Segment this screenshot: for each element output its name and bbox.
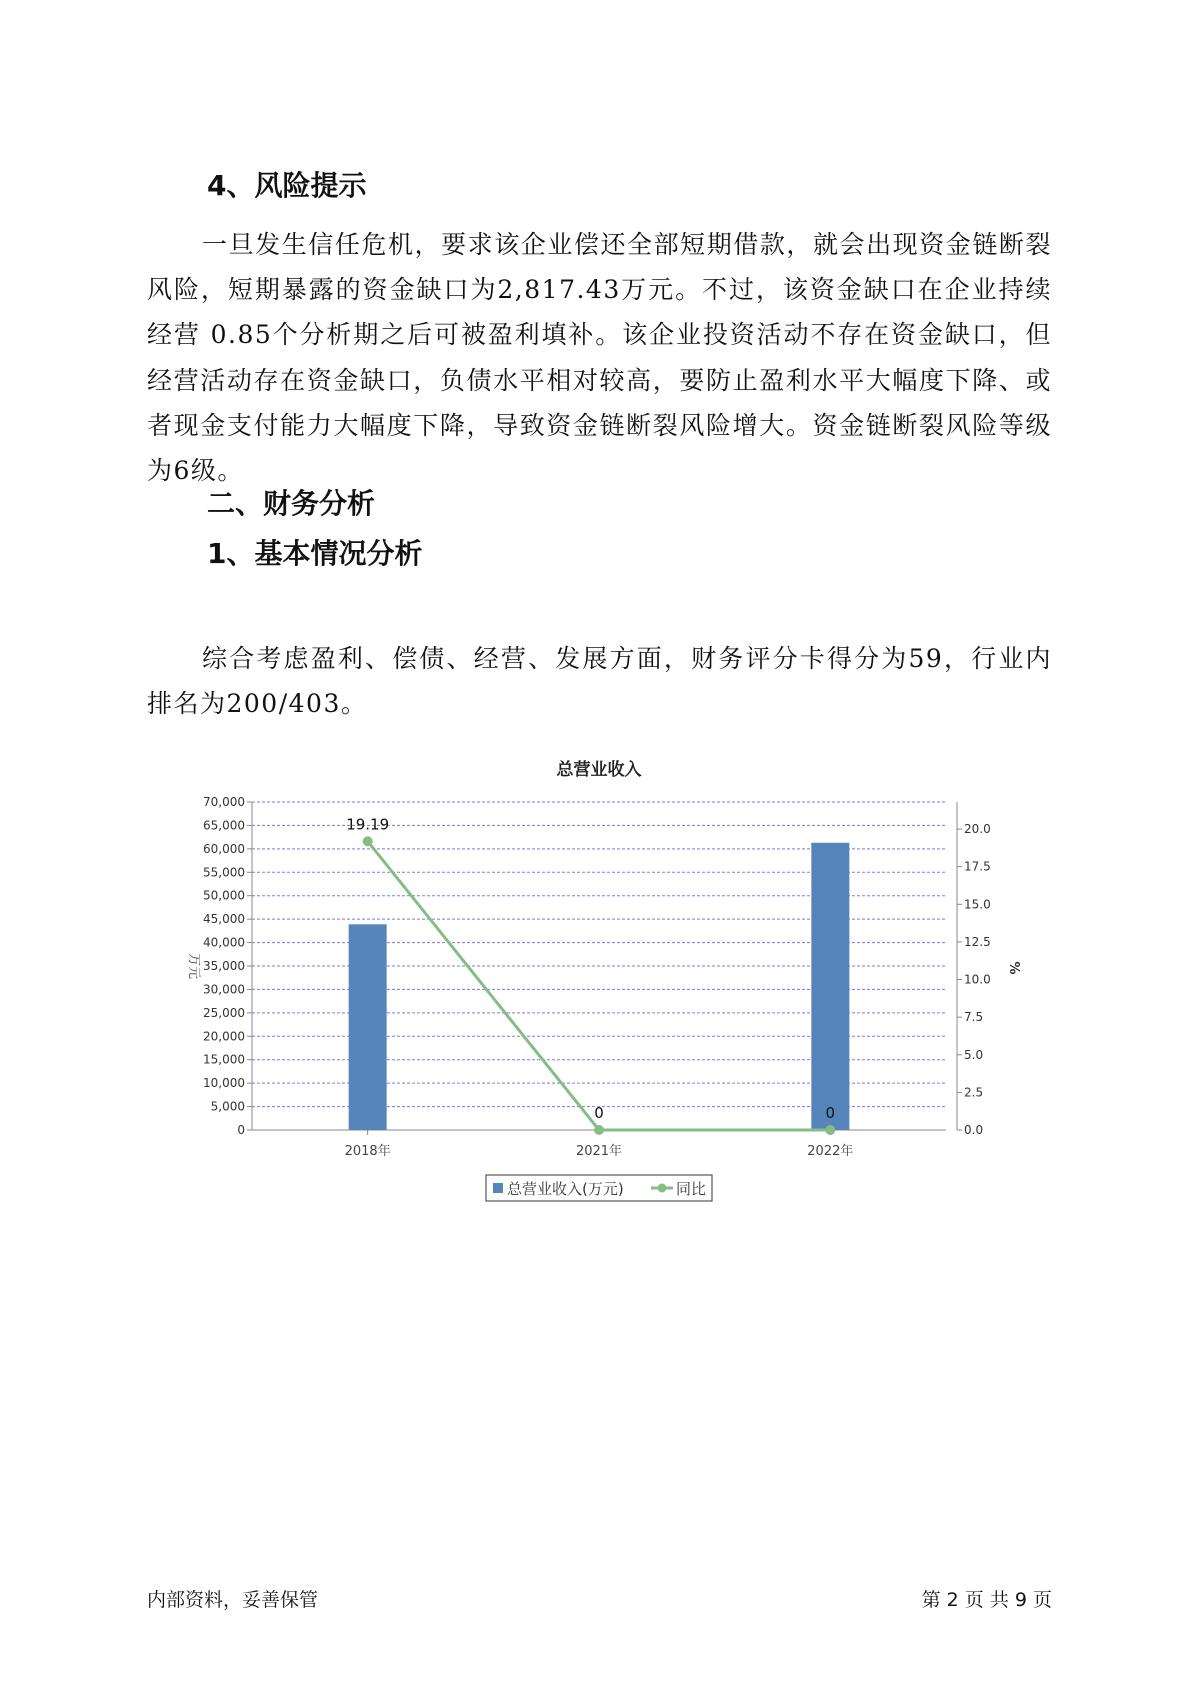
x-tick-label: 2018年 <box>344 1144 391 1159</box>
y-tick-label: 5,000 <box>210 1099 245 1114</box>
x-tick-label: 2021年 <box>575 1144 623 1159</box>
y-tick-label: 20,000 <box>203 1029 245 1044</box>
legend-bar-label: 总营业收入(万元) <box>507 1180 624 1198</box>
yoy-point <box>594 1125 604 1135</box>
legend-bar-swatch <box>493 1183 503 1193</box>
y-tick-label: 40,000 <box>203 935 245 950</box>
y2-tick-label: 20.0 <box>964 822 991 837</box>
legend-line-label: 同比 <box>676 1180 707 1198</box>
footer-confidential: 内部资料，妥善保管 <box>147 1589 319 1611</box>
y-tick-label: 35,000 <box>203 959 245 973</box>
y-tick-label: 45,000 <box>203 912 245 927</box>
y-tick-label: 50,000 <box>203 888 245 903</box>
y-tick-label: 65,000 <box>203 818 245 833</box>
bar <box>349 924 387 1130</box>
yoy-point <box>825 1125 835 1135</box>
data-label: 0 <box>594 1104 604 1122</box>
chart-title: 总营业收入 <box>556 760 642 780</box>
y-tick-label: 60,000 <box>203 841 245 856</box>
basic-paragraph: 综合考虑盈利、偿债、经营、发展方面，财务评分卡得分为59，行业内排名为200/403。 <box>147 644 1052 719</box>
y-tick-label: 70,000 <box>203 795 245 809</box>
y-tick-label: 25,000 <box>203 1005 245 1020</box>
bar <box>811 843 849 1130</box>
y-tick-label: 30,000 <box>203 982 245 997</box>
y2-axis-title: % <box>1006 961 1021 975</box>
y2-tick-label: 5.0 <box>964 1047 984 1062</box>
y-tick-label: 0 <box>237 1123 245 1137</box>
y2-tick-label: 12.5 <box>964 934 991 949</box>
risk-paragraph: 一旦发生信任危机，要求该企业偿还全部短期借款，就会出现资金链断裂风险，短期暴露的资金缺口为2,817.43万元。不过，该资金缺口在企业持续经营 0.85个分析期之后可被盈利填补。该企业投资活动不存在资金缺口，但经营活动存在资金缺口，负债水平相对较高，要防止盈利水平大幅度下降、或者现金支付能力大幅度下降，导致资金链断裂风险增大。资金链断裂风险等级为6级。 <box>147 230 1052 486</box>
x-tick-label: 2022年 <box>807 1144 854 1159</box>
y2-tick-label: 2.5 <box>964 1085 984 1100</box>
y-tick-label: 15,000 <box>203 1052 245 1067</box>
y2-tick-label: 17.5 <box>964 859 991 874</box>
basic-heading: 1、基本情况分析 <box>207 537 423 570</box>
legend-line-marker <box>658 1184 667 1193</box>
y2-tick-label: 7.5 <box>964 1010 984 1025</box>
y2-tick-label: 10.0 <box>964 972 991 987</box>
y2-tick-label: 15.0 <box>964 897 991 912</box>
y-tick-label: 10,000 <box>203 1076 245 1091</box>
y-tick-label: 55,000 <box>203 865 245 880</box>
y-axis-title: 万元 <box>186 952 201 980</box>
data-label: 0 <box>825 1104 836 1122</box>
yoy-point <box>363 836 373 846</box>
finance-heading: 二、财务分析 <box>207 487 376 520</box>
yoy-line <box>368 841 831 1130</box>
y2-tick-label: 0.0 <box>964 1123 984 1137</box>
footer-page-number: 第 2 页 共 9 页 <box>921 1589 1052 1611</box>
data-label: 19.19 <box>346 815 390 834</box>
risk-heading: 4、风险提示 <box>207 169 367 202</box>
